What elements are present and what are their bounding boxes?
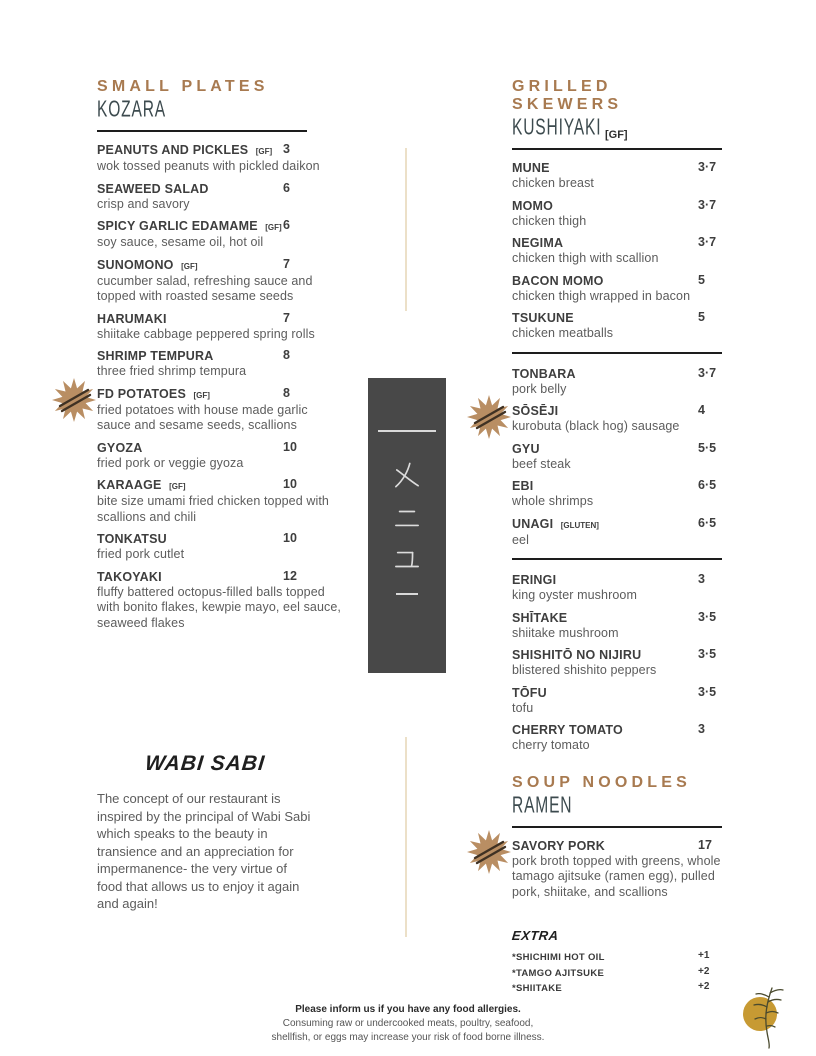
- menu-item: [97, 142, 343, 175]
- katakana-yu-icon: [394, 547, 420, 573]
- menu-item-head: [512, 838, 724, 854]
- menu-item-name: ERINGI: [512, 573, 557, 587]
- group-divider: [512, 558, 722, 560]
- section-divider: [512, 826, 722, 828]
- menu-item: [97, 348, 343, 380]
- soup-noodles-section: [512, 774, 724, 901]
- menu-item: [512, 403, 724, 435]
- wabi-sabi-blurb: [97, 752, 313, 913]
- menu-item-price: 8: [283, 385, 290, 400]
- menu-item-head: [512, 647, 724, 663]
- extra-item-name: *TAMGO AJITSUKE: [512, 967, 605, 979]
- menu-item: [512, 441, 724, 473]
- menu-item-price: 6·5: [698, 515, 717, 530]
- menu-item-description: shiitake mushroom: [512, 625, 619, 640]
- extra-section: [512, 928, 724, 996]
- menu-item-price: 3·5: [698, 684, 717, 699]
- featured-starburst-skewers-icon: [467, 830, 511, 874]
- menu-item-price: 10: [283, 477, 297, 491]
- small-plates-section: [97, 78, 343, 637]
- menu-item-price: 4: [698, 403, 705, 417]
- menu-item-description: whole shrimps: [512, 494, 594, 508]
- menu-item-description: tofu: [512, 700, 534, 715]
- menu-item-name: SHĪTAKE: [512, 610, 568, 625]
- extra-item-name: *SHICHIMI HOT OIL: [512, 952, 605, 963]
- menu-item-price: 17: [698, 837, 712, 852]
- menu-item-name: HARUMAKI: [97, 311, 167, 326]
- menu-item-name: SŌSĒJI: [512, 404, 559, 418]
- menu-item-head: [512, 366, 724, 382]
- extra-item-price: +2: [698, 965, 710, 977]
- menu-item-head: [512, 516, 724, 533]
- katakana-ni-icon: [394, 505, 420, 531]
- menu-item-name: CHERRY TOMATO: [512, 723, 623, 737]
- menu-item-head: [512, 478, 724, 494]
- menu-item-description: bite size umami fried chicken topped with scallions and chili: [97, 494, 329, 524]
- menu-item-description: pork belly: [512, 381, 567, 396]
- menu-item: [512, 516, 724, 549]
- stroke-line-icon: [396, 593, 418, 595]
- menu-item: [97, 386, 343, 434]
- menu-item-price: 3·7: [698, 197, 717, 212]
- menu-item-name: MOMO: [512, 198, 554, 213]
- group-divider: [512, 352, 722, 354]
- menu-item: [97, 218, 343, 251]
- menu-item-price: 3: [698, 722, 705, 736]
- menu-item-price: 3: [283, 142, 290, 156]
- menu-item-head: [512, 441, 724, 457]
- wabi-sabi-title: WABI SABI: [143, 752, 267, 775]
- menu-item-description: chicken thigh with scallion: [512, 251, 659, 265]
- menu-item-description: beef steak: [512, 456, 571, 471]
- menu-item-name: SHISHITŌ NO NIJIRU: [512, 648, 642, 662]
- menu-item-head: [512, 403, 724, 419]
- menu-item-price: 3·7: [698, 235, 717, 249]
- menu-item: [512, 647, 724, 679]
- small-plates-subtitle-row: [97, 97, 343, 124]
- menu-item-price: 10: [283, 439, 297, 454]
- menu-item: [97, 569, 343, 632]
- menu-item-description: crisp and savory: [97, 196, 190, 211]
- stroke-line-icon: [378, 430, 436, 432]
- vertical-divider-top: [405, 148, 407, 311]
- menu-item-price: 6·5: [698, 478, 717, 492]
- menu-item-head: [512, 722, 724, 738]
- menu-item-name: PEANUTS AND PICKLES: [97, 143, 249, 157]
- section-divider: [512, 148, 722, 150]
- menu-item: [97, 440, 343, 472]
- section-divider: [97, 130, 307, 132]
- extra-item: [512, 980, 724, 996]
- menu-item-tag: [GF]: [255, 147, 273, 156]
- soup-noodles-title: SOUP NOODLES: [512, 773, 692, 791]
- katakana-me-icon: [394, 462, 420, 489]
- menu-item-description: soy sauce, sesame oil, hot oil: [97, 235, 264, 249]
- menu-item: [512, 478, 724, 510]
- menu-item-head: [512, 610, 724, 626]
- menu-item: [512, 610, 724, 642]
- menu-item-price: 3·5: [698, 609, 717, 624]
- menu-item-head: [97, 218, 343, 235]
- menu-item-name: TŌFU: [512, 685, 547, 700]
- menu-item-price: 5·5: [698, 440, 717, 455]
- menu-item-name: TAKOYAKI: [97, 569, 162, 584]
- menu-item-description: chicken thigh wrapped in bacon: [512, 288, 691, 303]
- menu-item-description: fluffy battered octopus-filled balls topped with bonito flakes, kewpie mayo, eel sauce, seaweed flakes: [97, 584, 342, 630]
- menu-item-price: 3·7: [698, 365, 717, 380]
- allergy-notice: [0, 1003, 816, 1045]
- menu-banner: [368, 378, 446, 673]
- menu-item-head: [97, 569, 343, 585]
- menu-item: [512, 722, 724, 754]
- grilled-skewers-subtitle-row: [512, 115, 724, 142]
- menu-item-name: SAVORY PORK: [512, 838, 605, 853]
- menu-item-head: [512, 685, 724, 701]
- menu-item-description: shiitake cabbage peppered spring rolls: [97, 326, 315, 341]
- menu-item-head: [512, 572, 724, 588]
- extra-item: [512, 965, 724, 981]
- menu-item-head: [512, 273, 724, 289]
- menu-item-description: chicken thigh: [512, 213, 587, 228]
- menu-item-description: wok tossed peanuts with pickled daikon: [97, 159, 320, 173]
- extra-title: EXTRA: [511, 928, 560, 943]
- menu-item-description: king oyster mushroom: [512, 588, 637, 602]
- soup-noodles-items: [512, 838, 724, 901]
- extra-items: [512, 949, 724, 996]
- menu-item-price: 3: [698, 572, 705, 586]
- menu-item-description: chicken meatballs: [512, 326, 614, 340]
- menu-item-tag: [GF]: [169, 482, 186, 491]
- menu-item-head: [97, 311, 343, 327]
- gluten-free-tag: [GF]: [604, 129, 628, 141]
- menu-item: [512, 838, 724, 901]
- extra-item-price: +1: [698, 950, 710, 961]
- menu-item-description: fried pork or veggie gyoza: [97, 455, 244, 470]
- allergy-notice-bold: Please inform us if you have any food allergies.: [295, 1004, 521, 1015]
- menu-item-name: BACON MOMO: [512, 273, 604, 288]
- grilled-skewers-title: GRILLED SKEWERS: [512, 78, 623, 113]
- menu-item-name: NEGIMA: [512, 236, 564, 250]
- menu-item-price: 5: [698, 310, 705, 324]
- menu-item-head: [97, 531, 343, 547]
- extra-item: [512, 949, 724, 965]
- botanical-sprig-icon: [738, 986, 790, 1050]
- menu-item-price: 6: [283, 180, 290, 195]
- menu-item: [512, 273, 724, 305]
- menu-item-price: 6: [283, 218, 290, 232]
- menu-item: [512, 160, 724, 192]
- menu-item-name: GYU: [512, 441, 540, 456]
- menu-item: [97, 477, 343, 525]
- menu-item-head: [97, 181, 343, 197]
- menu-item-description: eel: [512, 532, 529, 547]
- menu-item: [512, 572, 724, 604]
- menu-item-head: [97, 386, 343, 403]
- menu-item: [97, 181, 343, 213]
- menu-item-name: GYOZA: [97, 440, 143, 455]
- menu-item-head: [97, 257, 343, 274]
- allergy-notice-line2: Consuming raw or undercooked meats, poultry, seafood,: [282, 1018, 534, 1029]
- allergy-notice-line3: shellfish, or eggs may increase your risk of food borne illness.: [271, 1032, 545, 1043]
- menu-item-name: EBI: [512, 479, 534, 493]
- menu-item-description: three fried shrimp tempura: [97, 364, 247, 378]
- grilled-skewers-section: [512, 78, 724, 996]
- menu-item-head: [97, 348, 343, 364]
- menu-item-price: 3·5: [698, 647, 717, 661]
- botanical-logo: [738, 986, 790, 1050]
- menu-item-name: KARAAGE: [97, 478, 162, 492]
- small-plates-subtitle: KOZARA: [97, 97, 166, 123]
- menu-item-description: fried pork cutlet: [97, 547, 185, 561]
- menu-item-description: kurobuta (black hog) sausage: [512, 419, 680, 433]
- small-plates-title: SMALL PLATES: [97, 78, 269, 95]
- menu-item-description: pork broth topped with greens, whole tamago ajitsuke (ramen egg), pulled pork, shiitake, and scallions: [512, 853, 721, 899]
- menu-item-name: UNAGI: [512, 516, 554, 531]
- menu-item-price: 5: [698, 272, 705, 287]
- soup-noodles-subtitle: RAMEN: [512, 792, 573, 819]
- menu-item-price: 7: [283, 256, 290, 271]
- menu-item-head: [512, 310, 724, 326]
- menu-item-description: blistered shishito peppers: [512, 663, 657, 677]
- grilled-skewers-subtitle: KUSHIYAKI: [512, 115, 602, 141]
- menu-item-price: 3·7: [698, 160, 717, 174]
- menu-item-tag: [GF]: [193, 390, 210, 400]
- menu-item-head: [512, 235, 724, 251]
- menu-item: [512, 235, 724, 267]
- extra-item-name: *SHIITAKE: [512, 983, 563, 994]
- menu-item-description: chicken breast: [512, 176, 594, 190]
- menu-item-head: [512, 160, 724, 176]
- menu-item-price: 12: [283, 568, 297, 583]
- menu-item: [97, 257, 343, 305]
- menu-item-name: SHRIMP TEMPURA: [97, 349, 214, 363]
- menu-item: [97, 311, 343, 343]
- menu-item-head: [512, 198, 724, 214]
- menu-item-description: cucumber salad, refreshing sauce and topped with roasted sesame seeds: [97, 273, 313, 303]
- menu-item-price: 8: [283, 348, 290, 362]
- menu-item-price: 7: [283, 310, 290, 325]
- menu-item-name: FD POTATOES: [97, 386, 187, 401]
- menu-item: [512, 366, 724, 398]
- extra-item-price: +2: [698, 981, 710, 992]
- grilled-skewers-items: [512, 160, 724, 754]
- menu-item-description: fried potatoes with house made garlic sauce and sesame seeds, scallions: [97, 402, 308, 432]
- menu-item-name: TONKATSU: [97, 532, 167, 546]
- menu-item-head: [97, 477, 343, 494]
- menu-item-name: SEAWEED SALAD: [97, 181, 209, 196]
- menu-item-head: [97, 142, 343, 159]
- menu-item-name: TSUKUNE: [512, 311, 574, 325]
- menu-item: [97, 531, 343, 563]
- featured-starburst-skewers-icon: [52, 378, 96, 422]
- menu-item: [512, 685, 724, 717]
- menu-item-price: 10: [283, 531, 297, 545]
- wabi-sabi-text: The concept of our restaurant is inspired by the principal of Wabi Sabi which speaks to the beauty in transience and an appreciation for impermanence- the very virtue of food that allows us to enjoy it again and again!: [97, 791, 311, 911]
- menu-item-description: cherry tomato: [512, 738, 590, 752]
- soup-noodles-subtitle-row: [512, 792, 724, 820]
- menu-item-name: MUNE: [512, 161, 550, 175]
- menu-item-name: TONBARA: [512, 366, 576, 381]
- menu-item-tag: [GF]: [265, 223, 282, 232]
- menu-item-tag: [GLUTEN]: [560, 520, 599, 530]
- menu-item-head: [97, 440, 343, 456]
- small-plates-items: [97, 142, 343, 631]
- vertical-divider-bottom: [405, 737, 407, 937]
- menu-item: [512, 310, 724, 342]
- menu-item: [512, 198, 724, 230]
- featured-starburst-skewers-icon: [467, 395, 511, 439]
- menu-item-name: SPICY GARLIC EDAMAME: [97, 219, 258, 233]
- menu-item-tag: [GF]: [181, 261, 198, 271]
- menu-item-name: SUNOMONO: [97, 257, 174, 272]
